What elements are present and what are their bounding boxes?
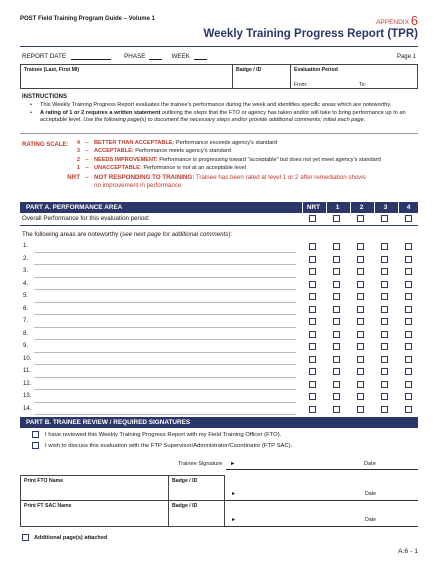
rating-number: 2 [76,156,80,163]
row-2-checkbox[interactable] [357,256,364,263]
performance-area-row [20,366,418,379]
row-number: 4. [23,280,29,287]
row-number: 3. [23,268,29,274]
overall-performance-checkboxes [302,214,418,223]
row-text-line[interactable] [34,352,296,353]
row-1-checkbox[interactable] [333,281,340,288]
arrow-icon: ► [230,461,236,467]
row-1-checkbox[interactable] [333,343,340,350]
performance-area-row [20,354,418,367]
row-4-checkbox[interactable] [405,368,412,375]
sac-name-cell[interactable] [21,501,169,527]
row-text-line[interactable] [34,277,296,278]
row-3-checkbox[interactable] [381,331,388,338]
instruction-text-1: This Weekly Training Progress Report evaluates the trainee's performance during the week and identifies specific areas which are noteworthy. [40,102,392,108]
week-label: WEEK [171,53,190,60]
row-nrt-checkbox[interactable] [309,381,316,388]
phase-label: PHASE [124,53,146,60]
appendix-number: 6 [410,13,418,28]
additional-pages-label: Additional page(s) attached [34,534,108,541]
part-a-title: PART A. PERFORMANCE AREA [26,204,123,211]
row-3-checkbox[interactable] [381,356,388,363]
row-nrt-checkbox[interactable] [309,268,316,275]
row-nrt-checkbox[interactable] [309,356,316,363]
row-1-checkbox[interactable] [333,381,340,388]
review-check-row [32,431,281,438]
performance-area-row [20,391,418,404]
row-2-checkbox[interactable] [357,356,364,363]
dash: – [85,140,89,146]
rating-desc: Performance is progressing toward "acceptable" but does not yet meet agency's standard [159,156,381,163]
instructions-list [30,102,410,125]
fto-date-label: Date [365,490,376,497]
page-number: Page 1 [396,54,416,60]
noteworthy-italic: see next page for additional comments [122,231,229,238]
noteworthy-label [22,231,232,238]
performance-area-row [20,379,418,392]
page-code: A.6 - 1 [397,548,418,555]
row-4-checkbox[interactable] [405,356,412,363]
noteworthy-text: The following areas are noteworthy ( [22,231,123,238]
rating-term: NEEDS IMPROVEMENT: [94,156,158,163]
part-b-title: PART B. TRAINEE REVIEW / REQUIRED SIGNATURES [26,419,191,426]
sac-signature-line[interactable] [224,526,418,527]
rating-number: 1 [76,165,80,172]
row-1-checkbox[interactable] [333,306,340,313]
row-text-line[interactable] [34,377,296,378]
row-3-checkbox[interactable] [381,293,388,300]
column-header-3: 3 [374,202,396,213]
instruction-text-2 [40,110,410,125]
row-3-checkbox[interactable] [381,318,388,325]
fto-name-cell[interactable] [21,476,169,501]
dash: – [85,173,89,181]
row-2-checkbox[interactable] [357,306,364,313]
column-header-4: 4 [398,202,418,213]
row-4-checkbox[interactable] [405,406,412,413]
row-number: 1. [23,243,29,249]
fto-signature-cell[interactable] [225,476,419,501]
overall-3-checkbox[interactable] [381,215,388,222]
part-b-header [20,417,418,428]
row-nrt-checkbox[interactable] [309,293,316,300]
sac-date-label: Date [365,516,376,523]
instruction-italic: Use the following page(s) to document the necessary steps and/or provide additional comments; initial each page. [81,117,366,124]
row-3-checkbox[interactable] [381,268,388,275]
row-text-line[interactable] [34,314,296,315]
row-nrt-checkbox[interactable] [309,318,316,325]
report-title: Weekly Training Progress Report (TPR) [203,28,418,40]
row-4-checkbox[interactable] [405,381,412,388]
row-nrt-checkbox[interactable] [309,343,316,350]
overall-performance-label: Overall Performance for this evaluation period: [22,215,150,222]
trainee-name-cell[interactable] [21,65,233,89]
rating-desc: Performance exceeds agency's standard [176,140,278,146]
column-header-1: 1 [326,202,348,213]
reviewed-label: I have reviewed this Weekly Training Progress Report with my Field Training Officer (FTO). [45,431,282,438]
row-text-line[interactable] [34,302,296,303]
row-3-checkbox[interactable] [381,243,388,250]
sac-badge-cell[interactable] [169,501,225,527]
rating-item-4 [60,139,420,147]
row-2-checkbox[interactable] [357,281,364,288]
row-1-checkbox[interactable] [333,406,340,413]
row-4-checkbox[interactable] [405,256,412,263]
badge-label: Badge / ID [236,67,262,73]
row-3-checkbox[interactable] [381,306,388,313]
row-3-checkbox[interactable] [381,256,388,263]
instruction-bold: A rating of 1 or 2 requires a written statement [40,109,161,116]
fto-badge-label: Badge / ID [172,478,198,484]
row-nrt-checkbox[interactable] [309,256,316,263]
row-2-checkbox[interactable] [357,406,364,413]
instruction-rest: outlining the steps that the FTO or agency has taken and/or will take to bring performance up to an acceptable level. [40,109,406,124]
column-header-nrt: NRT [302,202,324,213]
row-nrt-checkbox[interactable] [309,368,316,375]
row-number: 12. [23,380,32,387]
discuss-check-row [32,442,292,449]
row-4-checkbox[interactable] [405,318,412,325]
performance-area-row [20,291,418,304]
appendix-label [376,13,418,28]
row-1-checkbox[interactable] [333,243,340,250]
rating-item-1 [60,164,420,172]
row-3-checkbox[interactable] [381,406,388,413]
row-nrt-checkbox[interactable] [309,331,316,338]
row-4-checkbox[interactable] [405,331,412,338]
noteworthy-end: ): [228,231,233,238]
sac-badge-label: Badge / ID [172,503,198,509]
row-1-checkbox[interactable] [333,331,340,338]
performance-area-row [20,304,418,317]
performance-area-row [20,404,418,417]
report-meta-row [22,53,207,60]
row-text-line[interactable] [34,327,296,328]
rating-item-2 [60,156,420,164]
row-nrt-checkbox[interactable] [309,243,316,250]
row-1-checkbox[interactable] [333,393,340,400]
additional-pages-checkbox[interactable] [22,534,29,541]
instruction-item [30,102,410,110]
row-number: 6. [23,305,29,312]
rating-term: ACCEPTABLE: [94,148,134,155]
row-text-line[interactable] [34,264,296,265]
trainee-info-table [20,64,418,89]
performance-area-row [20,254,418,267]
guide-title: POST Field Training Program Guide – Volume 1 [20,16,155,22]
from-label: From: [294,82,308,88]
overall-nrt-checkbox[interactable] [309,215,316,222]
bullet-icon: • [30,109,32,116]
header-rule [20,46,418,47]
row-text-line[interactable] [34,389,296,390]
fto-signature-table [20,475,418,501]
additional-pages-row [22,534,107,541]
row-3-checkbox[interactable] [381,368,388,375]
rating-scale-label: RATING SCALE: [22,142,69,148]
row-4-checkbox[interactable] [405,343,412,350]
bullet-icon: • [30,102,32,108]
rating-term: UNACCEPTABLE: [94,165,142,172]
row-4-checkbox[interactable] [405,268,412,275]
rating-desc: Performance is not at an acceptable level [143,165,246,172]
arrow-icon: ► [231,490,237,497]
row-1-checkbox[interactable] [333,293,340,300]
row-text-line[interactable] [34,289,296,290]
discuss-checkbox[interactable] [32,442,39,449]
rating-desc: Trainee has been rated at level 1 or 2 after remediation shows [195,173,366,181]
dash: – [85,148,89,155]
row-text-line[interactable] [34,339,296,340]
row-text-line[interactable] [34,364,296,365]
row-2-checkbox[interactable] [357,343,364,350]
row-text-line[interactable] [34,252,296,253]
performance-area-row [20,341,418,354]
row-2-checkbox[interactable] [357,318,364,325]
row-number: 10. [23,355,32,362]
performance-area-row [20,316,418,329]
performance-area-row [20,279,418,292]
performance-area-row [20,241,418,254]
row-number: 8. [23,330,29,337]
rating-item-3 [60,147,420,155]
overall-4-checkbox[interactable] [405,215,412,222]
row-number: 13. [23,393,32,399]
trainee-signature-label: Trainee Signature [178,461,223,467]
row-1-checkbox[interactable] [333,356,340,363]
trainee-name-label: Trainee (Last, First MI) [24,67,80,73]
row-text-line[interactable] [34,414,296,415]
rating-item-nrt [60,174,420,190]
to-label: To: [359,82,366,88]
trainee-badge-cell[interactable] [233,65,291,89]
row-2-checkbox[interactable] [357,381,364,388]
row-number: 14. [23,405,32,412]
rating-number: 3 [76,148,80,155]
row-4-checkbox[interactable] [405,243,412,250]
row-number: 5. [23,293,29,299]
performance-area-row [20,266,418,279]
row-2-checkbox[interactable] [357,268,364,275]
appendix-text: APPENDIX [376,19,409,26]
row-4-checkbox[interactable] [405,393,412,400]
rating-term: NOT RESPONDING TO TRAINING: [94,173,195,181]
row-3-checkbox[interactable] [381,343,388,350]
row-number: 7. [23,318,29,324]
instructions-rule [20,133,418,134]
row-1-checkbox[interactable] [333,268,340,275]
fto-badge-cell[interactable] [169,476,225,501]
row-3-checkbox[interactable] [381,381,388,388]
rating-number: NRT [67,173,80,181]
overall-2-checkbox[interactable] [357,215,364,222]
row-text-line[interactable] [34,402,296,403]
sac-signature-table [20,500,418,527]
dash: – [85,165,89,172]
row-4-checkbox[interactable] [405,293,412,300]
rating-number: 4 [76,140,80,146]
dash: – [85,156,89,163]
row-2-checkbox[interactable] [357,293,364,300]
phase-field[interactable] [149,54,162,60]
report-date-label: REPORT DATE [22,53,67,60]
trainee-date-label: Date [364,461,376,467]
row-nrt-checkbox[interactable] [309,281,316,288]
row-2-checkbox[interactable] [357,331,364,338]
overall-rule [20,225,418,226]
row-number: 2. [23,255,29,262]
instruction-item [30,110,410,125]
row-2-checkbox[interactable] [357,243,364,250]
overall-1-checkbox[interactable] [333,215,340,222]
print-sac-label: Print FT SAC Name [24,503,72,509]
evaluation-period-label: Evaluation Period [294,67,338,73]
reviewed-checkbox[interactable] [32,431,39,438]
part-a-column-headers [302,202,418,213]
row-3-checkbox[interactable] [381,281,388,288]
row-1-checkbox[interactable] [333,368,340,375]
print-fto-label: Print FTO Name [24,478,64,484]
rating-desc: Performance meets agency's standard [135,148,231,155]
arrow-icon: ► [231,516,237,523]
row-4-checkbox[interactable] [405,281,412,288]
row-number: 11. [23,368,31,374]
performance-area-row [20,329,418,342]
week-field[interactable] [194,54,207,60]
rating-desc-cont: no improvement in performance [94,181,182,189]
rating-scale-list [60,139,420,190]
sac-signature-cell[interactable] [225,501,419,527]
report-date-field[interactable] [71,54,111,60]
row-1-checkbox[interactable] [333,256,340,263]
rating-term: BETTER THAN ACCEPTABLE: [94,140,175,146]
trainee-signature-line[interactable] [226,469,418,470]
row-nrt-checkbox[interactable] [309,306,316,313]
row-3-checkbox[interactable] [381,393,388,400]
row-4-checkbox[interactable] [405,306,412,313]
discuss-label: I wish to discuss this evaluation with the FTP Supervisor/Administrator/Coordinator (FTP SAC). [45,442,293,449]
instructions-heading: INSTRUCTIONS [22,94,67,100]
evaluation-period-cell[interactable] [291,65,418,89]
column-header-2: 2 [350,202,372,213]
row-nrt-checkbox[interactable] [309,393,316,400]
row-2-checkbox[interactable] [357,368,364,375]
row-number: 9. [23,343,29,349]
row-nrt-checkbox[interactable] [309,406,316,413]
row-2-checkbox[interactable] [357,393,364,400]
row-1-checkbox[interactable] [333,318,340,325]
